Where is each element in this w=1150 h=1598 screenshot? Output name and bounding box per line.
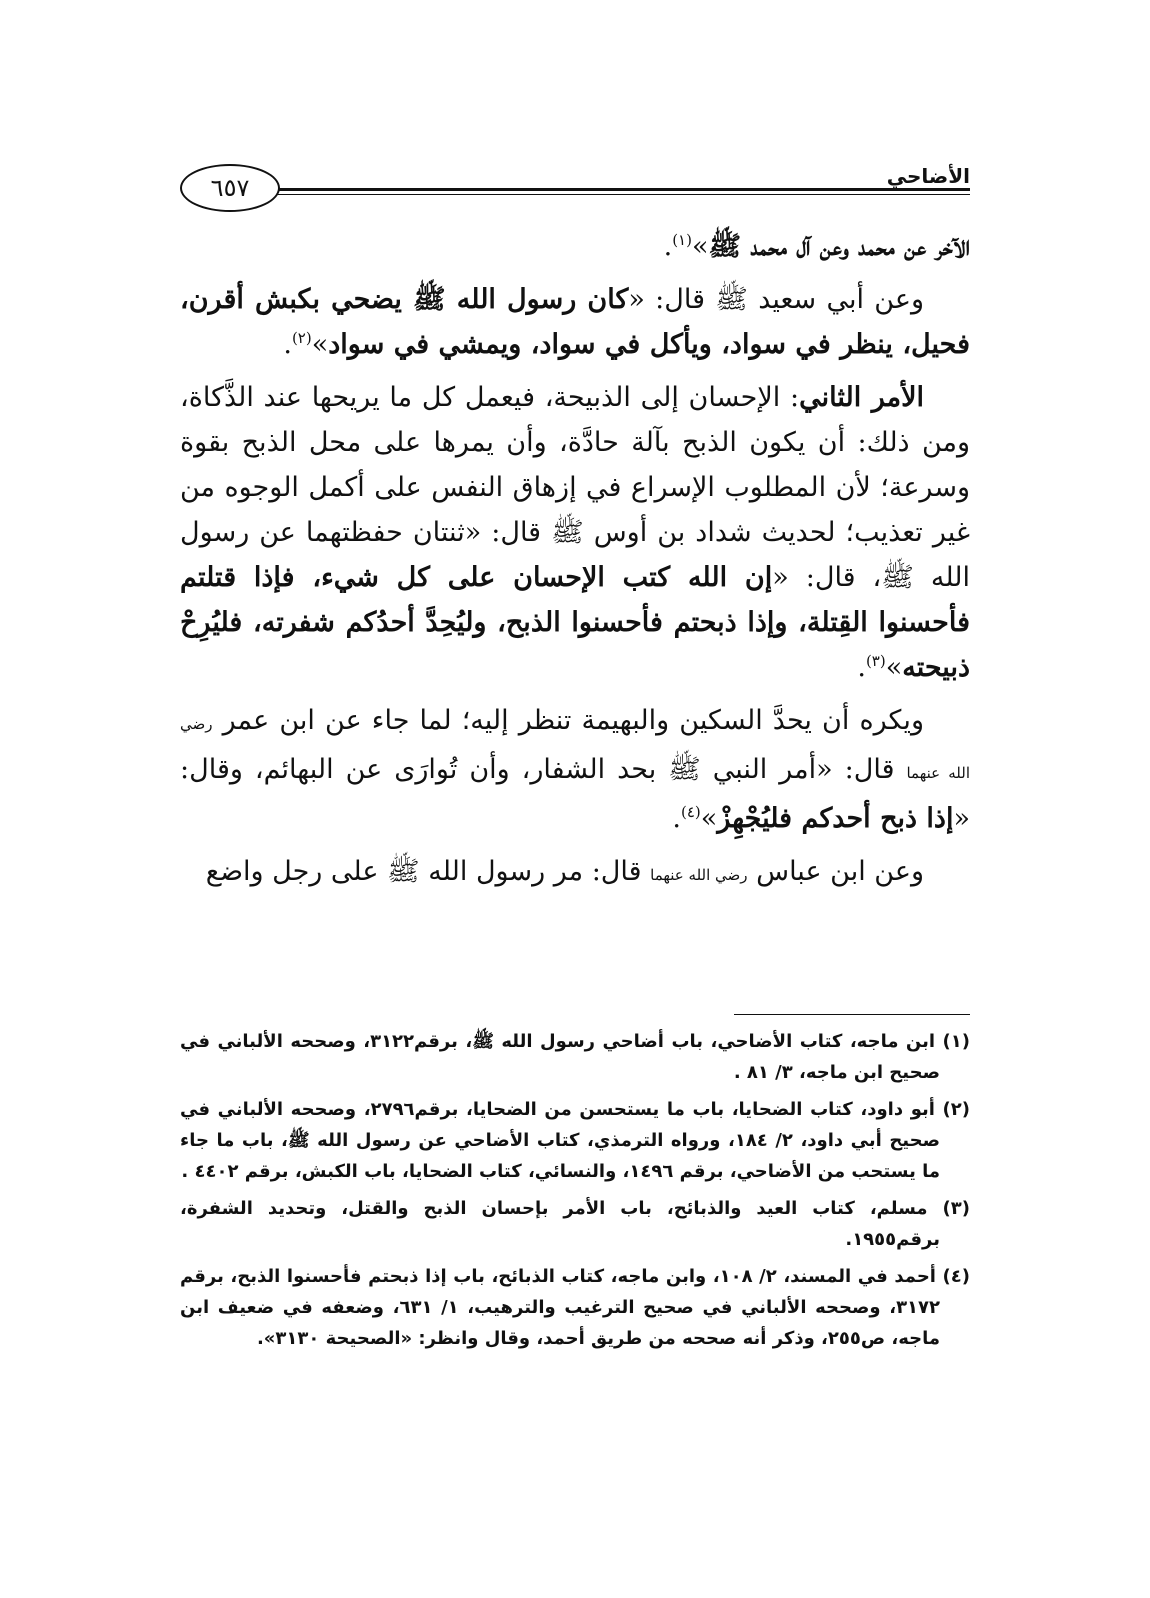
sentence-end: . — [663, 231, 673, 262]
paragraph-5 — [180, 849, 970, 898]
paragraph-4 — [180, 698, 970, 841]
footnotes — [180, 1026, 970, 1360]
header-rule — [270, 188, 970, 191]
hadith-text: إن الله كتب الإحسان على كل شيء، فإذا قتلتم فأحسنوا القِتلة، وإذا ذبحتم فأحسنوا الذبح، وليُحِدَّ أحدُكم شفرته، فليُرِحْ ذبيحته — [180, 562, 970, 683]
footnote-ref: (٣) — [865, 652, 886, 670]
footnote-ref: (٢) — [291, 329, 312, 347]
page-number: ٦٥٧ — [180, 164, 280, 212]
quote-close: » — [700, 803, 718, 834]
paragraph-1 — [180, 224, 970, 269]
paragraph-3 — [180, 375, 970, 690]
footnote-2: (٢) أبو داود، كتاب الضحايا، باب ما يستحسن من الضحايا، برقم٢٧٩٦، وصححه الألباني في صحيح أبي داود، ٢/ ١٨٤، ورواه الترمذي، كتاب الأضاحي عن رسول الله ﷺ، باب ما جاء ما يستحب من الأضاحي، برقم ١٤٩٦، والنسائي، كتاب الضحايا، باب الكبش، برقم ٤٤٠٢ . — [180, 1099, 970, 1182]
hadith-text: كان رسول الله ﷺ يضحي بكبش أقرن، فحيل، ينظر في سواد، ويأكل في سواد، ويمشي في سواد — [180, 284, 970, 360]
footnote-3: (٣) مسلم، كتاب العيد والذبائح، باب الأمر بإحسان الذبح والقتل، وتحديد الشفرة، برقم١٩٥٥. — [180, 1198, 970, 1250]
sentence-end: . — [283, 329, 292, 360]
chapter-title: الأضاحي — [886, 164, 970, 188]
main-text — [180, 224, 970, 906]
paragraph-2 — [180, 277, 970, 367]
footnote-separator — [734, 1014, 970, 1015]
sentence-end: . — [857, 652, 866, 683]
sentence-end: . — [672, 803, 681, 834]
footnote-ref: (٤) — [681, 803, 701, 821]
honorific: رضي الله عنهما — [180, 715, 970, 782]
quote-close: » — [311, 329, 329, 360]
honorific: رضي الله عنهما — [650, 866, 748, 884]
paragraph-text: ويكره أن يحدَّ السكين والبهيمة تنظر إليه؛ لما جاء عن ابن عمر — [212, 705, 924, 736]
section-heading: الأمر الثاني — [799, 382, 924, 413]
header-rule-thin — [270, 194, 970, 195]
footnote-ref: (١) — [672, 231, 692, 249]
page-header — [180, 160, 970, 214]
paragraph-text-2: قال: مر رسول الله ﷺ على رجل واضع — [205, 856, 651, 887]
paragraph-text: : الإحسان إلى الذبيحة، فيعمل كل ما يريحها عند الذَّكاة، ومن ذلك: أن يكون الذبح بآلة حادَّة، وأن يمرها على محل الذبح بقوة وسرعة؛ لأن المطلوب الإسراع في إزهاق النفس على أكمل الوجوه من غير تعذيب؛ لحديث شداد بن أوس ﷺ قال: «ثنتان حفظتهما عن رسول الله ﷺ، قال: « — [180, 382, 971, 593]
paragraph-text-2: قال: «أمر النبي ﷺ بحد الشفار، وأن تُوارَى عن البهائم، وقال: « — [180, 754, 970, 834]
quote-close: » — [885, 652, 903, 683]
narration-lead: وعن أبي سعيد ﷺ قال: « — [628, 284, 924, 315]
footnote-1: (١) ابن ماجه، كتاب الأضاحي، باب أضاحي رسول الله ﷺ، برقم٣١٢٢، وصححه الألباني في صحيح ابن ماجه، ٣/ ٨١ . — [180, 1031, 970, 1083]
hadith-text: إذا ذبح أحدكم فليُجْهِزْ — [717, 803, 954, 834]
paragraph-text: وعن ابن عباس — [747, 856, 924, 887]
quote-close: » — [691, 231, 709, 262]
hadith-text: الآخر عن محمد وعن آل محمد ﷺ — [708, 231, 970, 262]
footnote-4: (٤) أحمد في المسند، ٢/ ١٠٨، وابن ماجه، كتاب الذبائح، باب إذا ذبحتم فأحسنوا الذبح، برقم ٣١٧٢، وصححه الألباني في صحيح الترغيب والترهيب، ١/ ٦٣١، وضعفه في ضعيف ابن ماجه، ص٢٥٥، وذكر أنه صححه من طريق أحمد، وقال وانظر: «الصحيحة ٣١٣٠». — [180, 1266, 971, 1349]
